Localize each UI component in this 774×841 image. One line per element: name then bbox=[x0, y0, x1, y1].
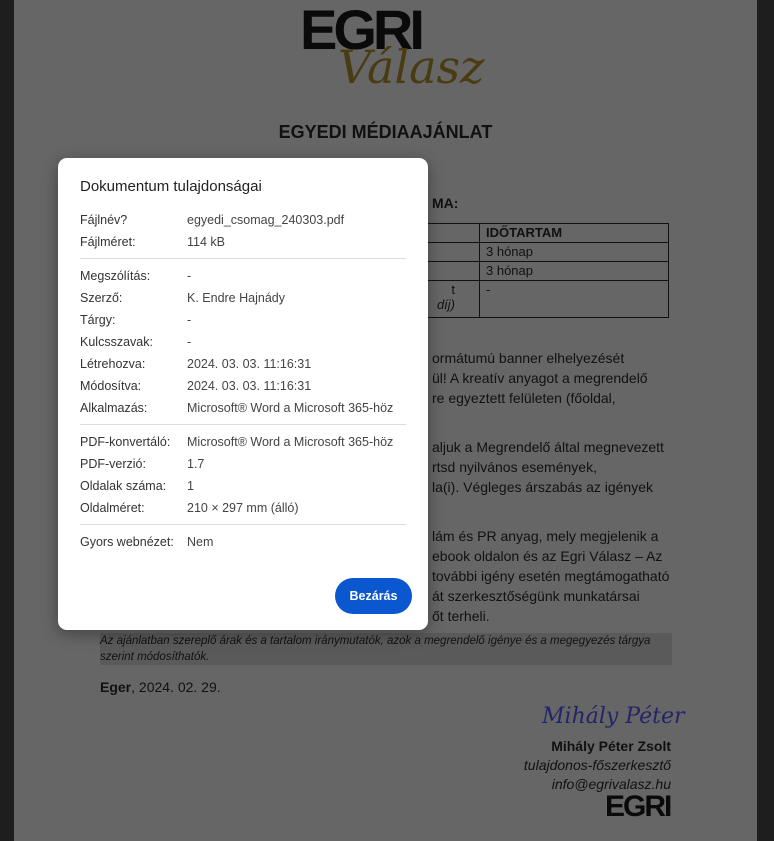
property-label: Kulcsszavak: bbox=[80, 335, 153, 349]
property-row bbox=[80, 375, 406, 397]
property-value: Microsoft® Word a Microsoft 365-höz bbox=[187, 435, 394, 449]
property-value: - bbox=[187, 313, 192, 327]
document-title: EGYEDI MÉDIAAJÁNLAT bbox=[278, 122, 493, 142]
property-label: PDF-konvertáló: bbox=[80, 435, 171, 449]
property-row bbox=[80, 309, 406, 331]
divider bbox=[80, 424, 406, 425]
property-value: 114 kB bbox=[187, 235, 225, 249]
property-value: 2024. 03. 03. 11:16:31 bbox=[187, 379, 312, 393]
property-label: Fájlnév? bbox=[80, 213, 128, 227]
property-value: Nem bbox=[187, 535, 214, 549]
property-value: egyedi_csomag_240303.pdf bbox=[187, 213, 345, 227]
footer-logo: EGRI bbox=[605, 790, 671, 823]
property-value: K. Endre Hajnády bbox=[187, 291, 285, 305]
property-label: Alkalmazás: bbox=[80, 401, 148, 415]
property-label: Oldalméret: bbox=[80, 501, 145, 515]
property-row bbox=[80, 353, 406, 375]
dialog-title: Dokumentum tulajdonságai bbox=[80, 178, 262, 195]
property-row bbox=[80, 397, 406, 419]
section-heading-fragment: MA: bbox=[432, 195, 459, 211]
property-row bbox=[80, 453, 406, 475]
property-row bbox=[80, 209, 406, 231]
property-row bbox=[80, 431, 406, 453]
property-value: - bbox=[187, 335, 192, 349]
paragraph-2: aljuk a Megrendelő által megnevezett rtsd nyilvános események, la(i). Végleges árszabás az igények bbox=[432, 439, 664, 495]
property-value: 1 bbox=[187, 479, 194, 493]
property-value: 1.7 bbox=[187, 457, 205, 471]
close-button[interactable]: Bezárás bbox=[335, 578, 412, 614]
table-cell: 3 hónap bbox=[480, 262, 669, 281]
divider bbox=[80, 258, 406, 259]
table-cell: - bbox=[480, 281, 669, 318]
paragraph-1: ormátumú banner elhelyezését ül! A kreatív anyagot a megrendelő re egyeztett felületen (főoldal, bbox=[432, 350, 648, 406]
signer-name: Mihály Péter Zsolt bbox=[551, 738, 671, 754]
place-date: Eger, 2024. 02. 29. bbox=[100, 679, 221, 695]
property-label: Gyors webnézet: bbox=[80, 535, 174, 549]
property-value: 210 × 297 mm (álló) bbox=[187, 501, 299, 515]
paragraph-3: lám és PR anyag, mely megjelenik a ebook oldalon és az Egri Válasz – Az további igény esetén megtámogatható át szerkesztőségünk munkatársai őt terheli. bbox=[432, 528, 670, 624]
property-label: Létrehozva: bbox=[80, 357, 146, 371]
property-row bbox=[80, 331, 406, 353]
property-label: Tárgy: bbox=[80, 313, 116, 327]
property-label: Megszólítás: bbox=[80, 269, 151, 283]
egri-valasz-logo: EGRI Válasz bbox=[300, 0, 485, 94]
divider bbox=[80, 524, 406, 525]
property-label: Szerző: bbox=[80, 291, 123, 305]
table-cell: 3 hónap bbox=[480, 243, 669, 262]
document-properties-dialog bbox=[58, 158, 428, 630]
signature: Mihály Péter bbox=[542, 704, 685, 729]
signer-title: tulajdonos-főszerkesztő bbox=[523, 757, 671, 773]
property-row bbox=[80, 231, 406, 253]
property-row bbox=[80, 265, 406, 287]
table-cell: t bbox=[451, 282, 455, 297]
property-value: - bbox=[187, 269, 192, 283]
property-label: Fájlméret: bbox=[80, 235, 136, 249]
property-value: Microsoft® Word a Microsoft 365-höz bbox=[187, 401, 394, 415]
property-label: Oldalak száma: bbox=[80, 479, 167, 493]
property-label: Módosítva: bbox=[80, 379, 142, 393]
property-row bbox=[80, 475, 406, 497]
property-row bbox=[80, 287, 406, 309]
disclaimer-note: Az ajánlatban szereplő árak és a tartalom iránymutatók, azok a megrendelő igénye és a megegyezés tárgya szerint módosíthatók. bbox=[100, 633, 672, 665]
table-header-duration: IDŐTARTAM bbox=[480, 224, 669, 243]
property-row bbox=[80, 497, 406, 519]
property-label: PDF-verzió: bbox=[80, 457, 146, 471]
signer-email: info@egrivalasz.hu bbox=[551, 776, 671, 792]
property-row bbox=[80, 531, 406, 553]
property-value: 2024. 03. 03. 11:16:31 bbox=[187, 357, 312, 371]
table-cell-fragment: díj) bbox=[436, 297, 455, 312]
